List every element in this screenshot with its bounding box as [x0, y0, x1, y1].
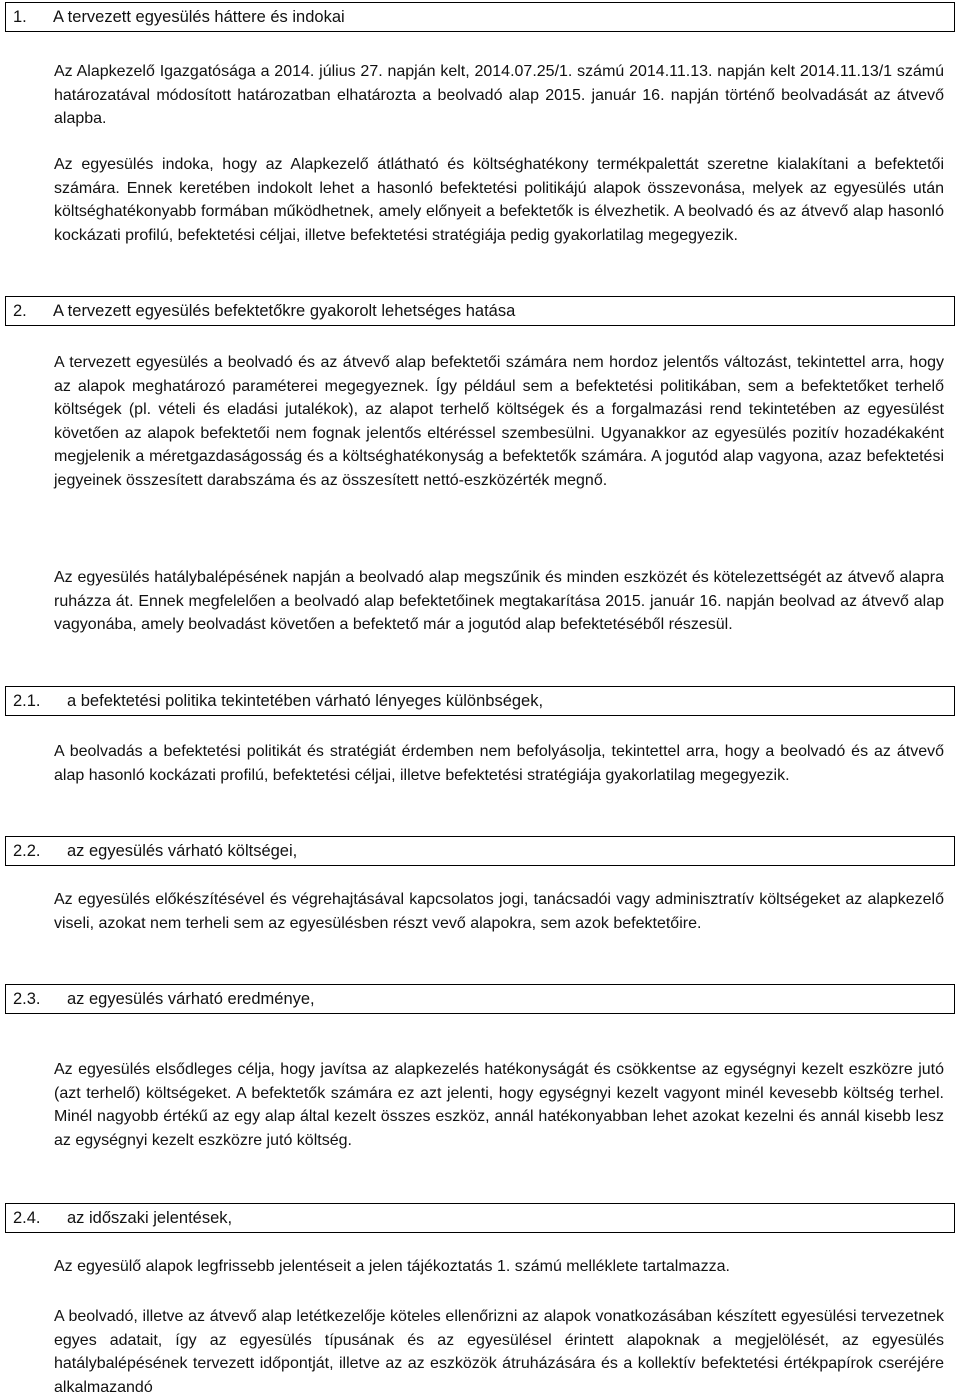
paragraph: A tervezett egyesülés a beolvadó és az átvevő alap befektetői számára nem hordoz jelentős változást, tekintettel arra, hogy az alapok meghatározó paraméterei megegyeznek. Így például sem a befektetési politikában, sem a befektetőket terhelő költségek (pl. vételi és eladási jutalékok), az alapot terhelő költségek és a forgalmazási rend tekintetében az egyesülést követően az alapok befektetői nem fognak jelentős eltéréssel szembesülni. Ugyanakkor az egyesülés pozitív hozadékaként megjelenik a méretgazdaságosság és a költséghatékonyság a befektetők számára. A jogutód alap vagyona, azaz befektetési jegyeinek összesített darabszáma és az összesített nettó-eszközérték megnő.	[54, 354, 944, 489]
section-2-3-heading	[5, 984, 955, 1014]
section-title: az időszaki jelentések,	[67, 1209, 233, 1227]
section-title: A tervezett egyesülés háttere és indokai	[53, 8, 345, 26]
section-number: 2.	[13, 302, 27, 320]
paragraph: Az egyesülés elsődleges célja, hogy javítsa az alapkezelés hatékonyságát és csökkentse az egységnyi kezelt eszközre jutó (azt terhelő) költségeket. A befektetők számára ez azt jelenti, hogy egységnyi kezelt vagyont minél kevesebb költség terhel. Minél nagyobb értékű az egy alap által kezelt összes eszköz, annál hatékonyabban lehet azokat kezelni és annál kisebb lesz az egységnyi kezelt eszközre jutó költség.	[54, 1061, 944, 1149]
section-number: 2.2.	[13, 842, 41, 860]
paragraph: Az Alapkezelő Igazgatósága a 2014. július 27. napján kelt, 2014.07.25/1. számú 2014.11.13. napján kelt 2014.11.13/1 számú határozatával módosított határozatban elhatározta a beolvadó alap 2015. január 16. napján történő beolvadását az átvevő alapba.	[54, 63, 944, 128]
paragraph: A beolvadó, illetve az átvevő alap letétkezelője köteles ellenőrizni az alapok vonatkozásában készített egyesülési tervezetnek egyes adatait, így az egyesülés típusának és az egyesülésel érintett alapoknak a megjelölését, az egyesülés hatálybalépésének tervezett időpontját, illetve az az eszközök átruházására és a kollektív befektetési értékpapírok cseréjére alkalmazandó	[54, 1308, 944, 1396]
section-title: az egyesülés várható eredménye,	[67, 990, 315, 1008]
paragraph: A beolvadás a befektetési politikát és stratégiát érdemben nem befolyásolja, tekintettel arra, hogy a beolvadó és az átvevő alap hasonló kockázati profilú, befektetési céljai, illetve befektetési stratégiája gyakorlatilag megegyezik.	[54, 743, 944, 784]
section-number: 2.1.	[13, 692, 41, 710]
paragraph: Az egyesülő alapok legfrissebb jelentéseit a jelen tájékoztatás 1. számú melléklete tartalmazza.	[54, 1258, 730, 1275]
section-2-heading	[5, 296, 955, 326]
paragraph: Az egyesülés hatálybalépésének napján a beolvadó alap megszűnik és minden eszközét és kötelezettségét az átvevő alapra ruházza át. Ennek megfelelően a beolvadó alap befektetőinek megtakarítása 2015. január 16. napján beolvad az átvevő alap vagyonába, amely beolvadást követően a befektető már a jogutód alap befektetéséből részesül.	[54, 569, 944, 634]
section-number: 1.	[13, 8, 27, 26]
section-title: A tervezett egyesülés befektetőkre gyakorolt lehetséges hatása	[53, 302, 516, 320]
section-number: 2.4.	[13, 1209, 41, 1227]
paragraph: Az egyesülés előkészítésével és végrehajtásával kapcsolatos jogi, tanácsadói vagy adminisztratív költségeket az alapkezelő viseli, azokat nem terheli sem az egyesülésben részt vevő alapokra, sem azok befektetőire.	[54, 891, 944, 932]
section-title: a befektetési politika tekintetében várható lényeges különbségek,	[67, 692, 544, 710]
paragraph: Az egyesülés indoka, hogy az Alapkezelő átlátható és költséghatékony termékpalettát szeretne kialakítani a befektetői számára. Ennek keretében indokolt lehet a hasonló befektetési politikájú alapok összevonása, melyek az egyesülés után költséghatékonyabb formában működhetnek, amely előnyeit a befektetők is élvezhetik. A beolvadó és az átvevő alap hasonló kockázati profilú, befektetési céljai, illetve befektetési stratégiája pedig gyakorlatilag megegyezik.	[54, 156, 944, 244]
section-number: 2.3.	[13, 990, 41, 1008]
section-1-heading	[5, 2, 955, 32]
section-2-4-heading	[5, 1203, 955, 1233]
section-2-2-heading	[5, 836, 955, 866]
section-2-1-heading	[5, 686, 955, 716]
section-title: az egyesülés várható költségei,	[67, 842, 298, 860]
